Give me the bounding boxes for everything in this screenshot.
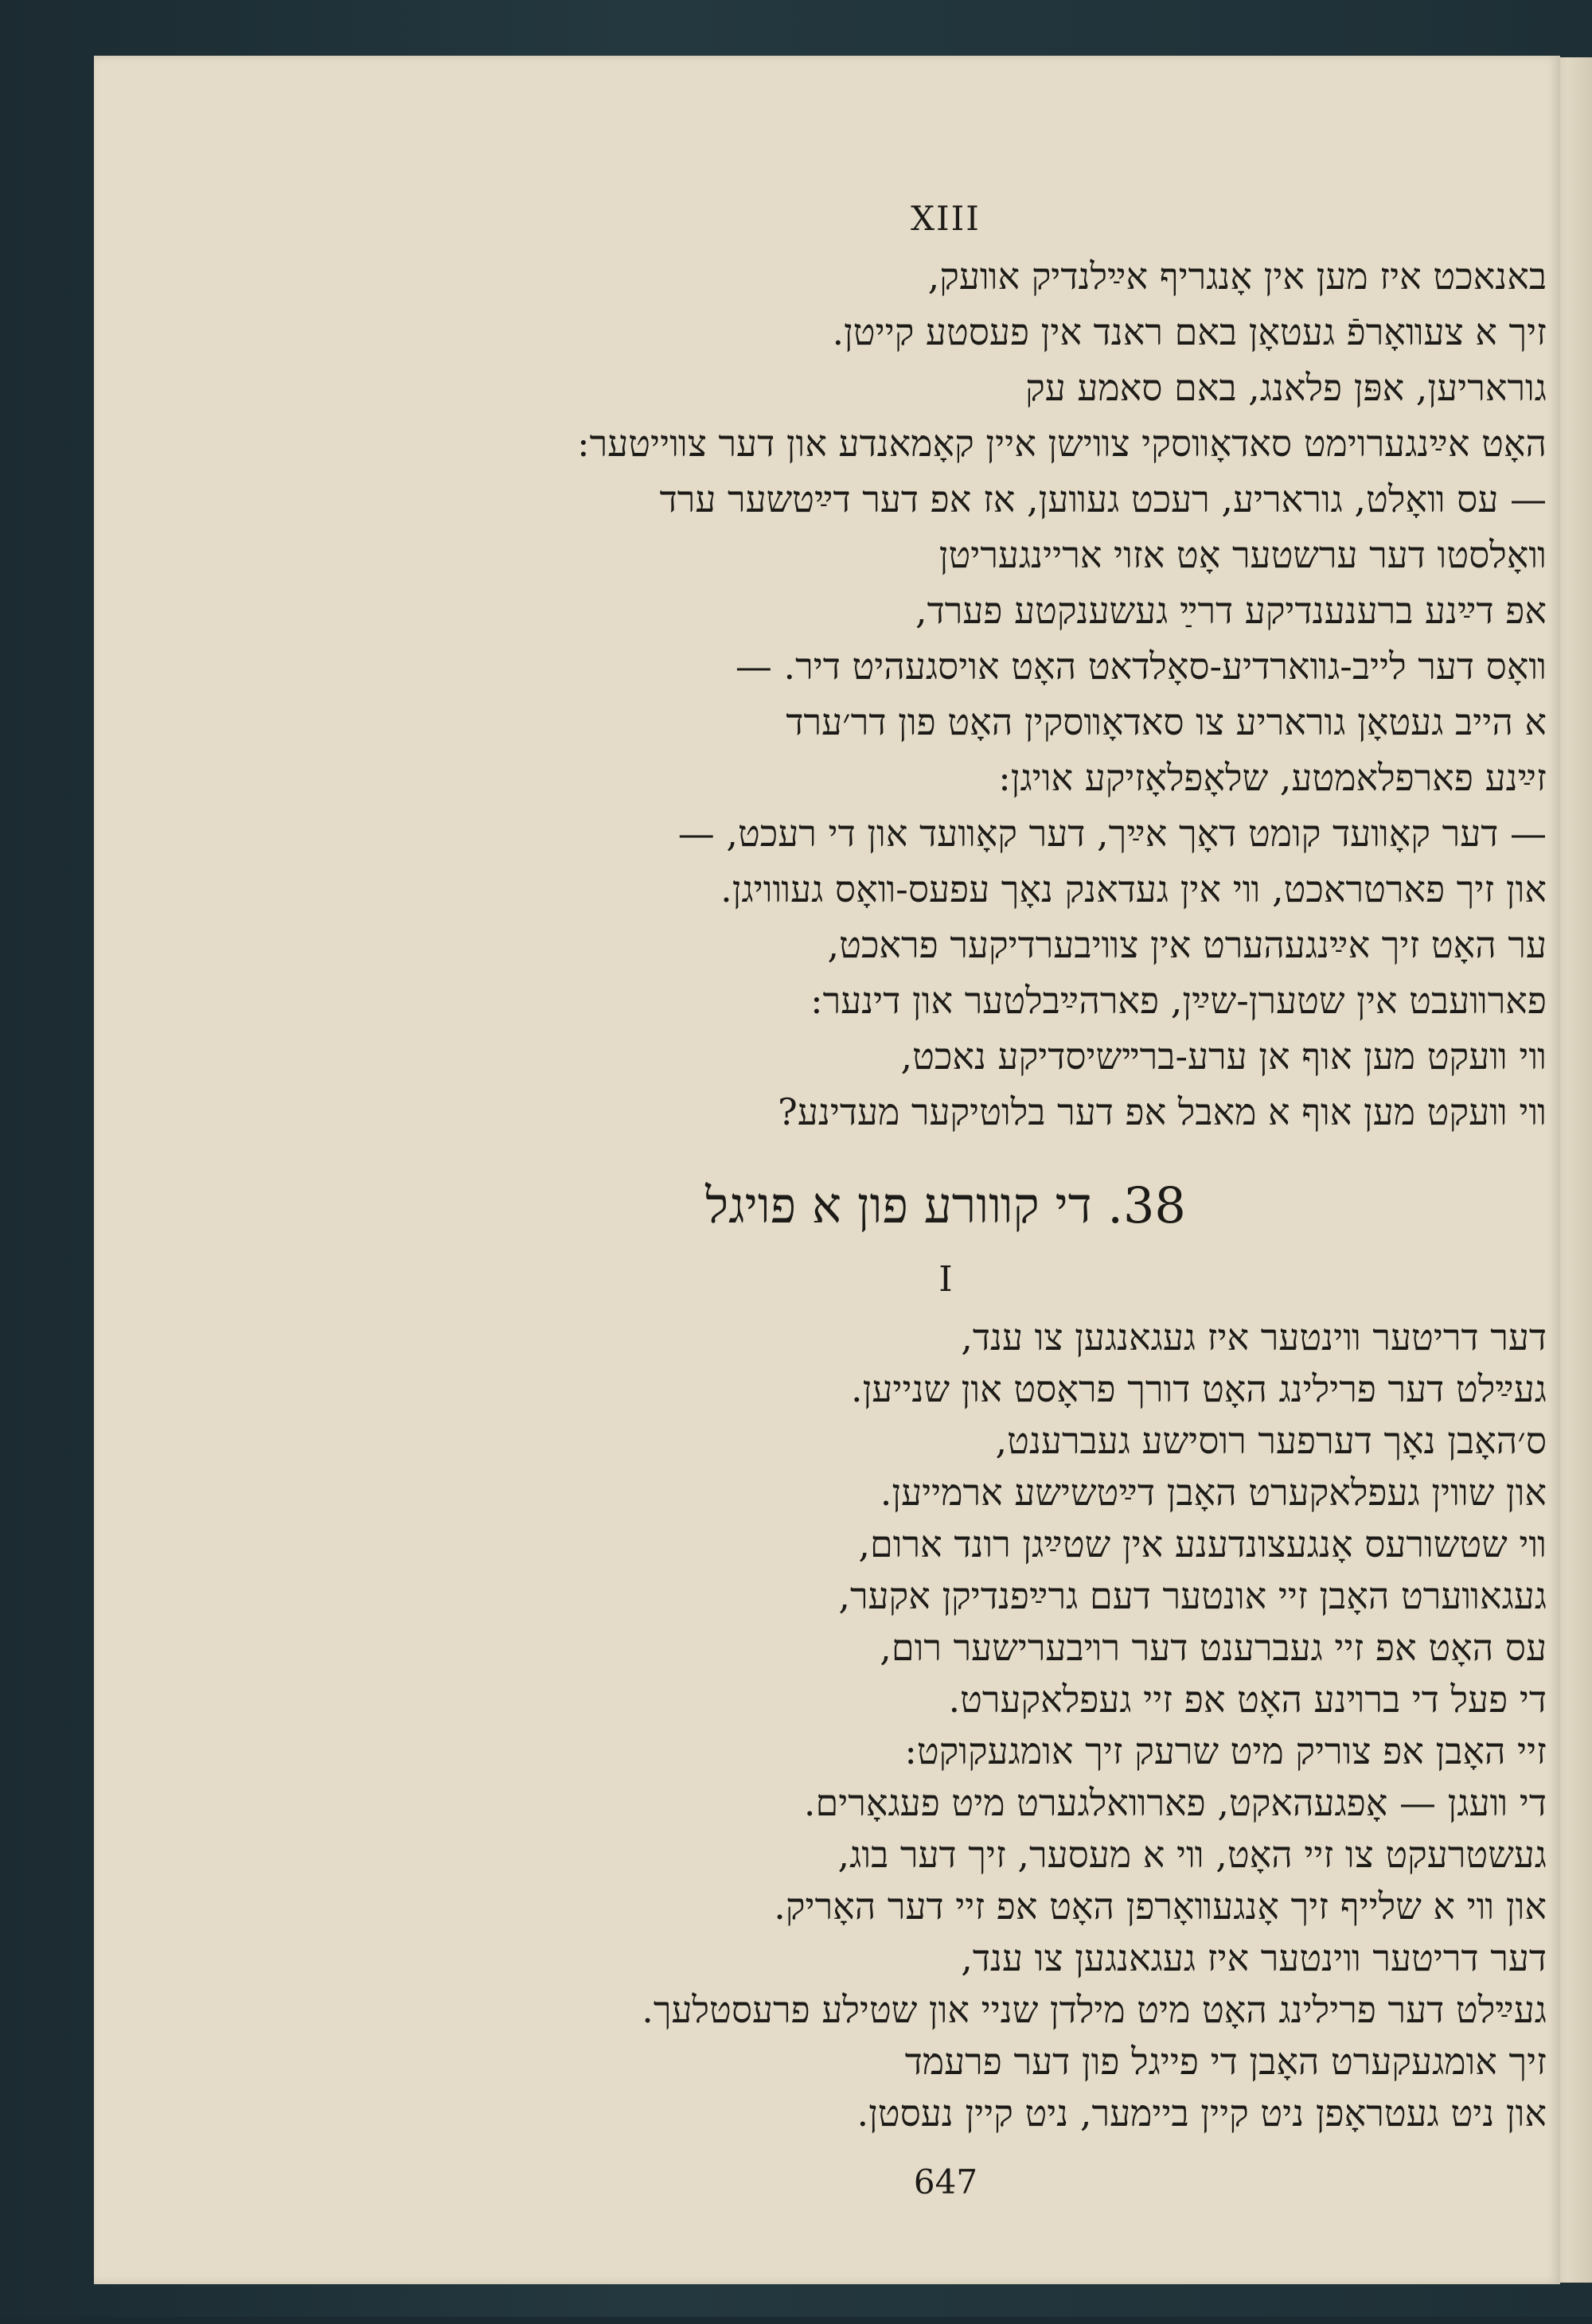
poem-line: געגאװערט האָבן זיי אונטער דעם גרײַפנדיקן אקער,	[838, 1574, 1547, 1617]
poem-line: װאָס דער לייב-גװארדיע-סאָלדאט האָט אויסגעהיט דיר. —	[735, 645, 1547, 688]
poem-line: געײַלט דער פרילינג האָט דורך פראָסט און שנייען.	[851, 1367, 1547, 1410]
poem-line: באנאכט איז מען אין אָנגריף אײַלנדיק אװעק,	[927, 255, 1547, 298]
poem-line: זיי האָבן אפ צוריק מיט שרעק זיך אומגעקוקט:	[904, 1729, 1547, 1772]
poem-line: דער דריטער װינטער איז געגאנגען צו ענד,	[961, 1936, 1547, 1979]
poem-line: און שװין געפלאקערט האָבן דײַטשישע ארמייען.	[880, 1471, 1547, 1514]
poem-line: גוראריען, אפּן פלאנג, באם סאמע עק	[1025, 366, 1547, 409]
poem-line: און װי א שלייף זיך אָנגעװאָרפן האָט אפ זיי דער האָריק.	[774, 1885, 1547, 1928]
poem-line: װי װעקט מען אוף אן ערע-ברײשיסדיקע נאכט,	[900, 1035, 1547, 1078]
poem-line: געײַלט דער פרילינג האָט מיט מילדן שניי און שטילע פרעסטלעך.	[642, 1988, 1547, 2031]
poem-line: אפ דײַנע ברענענדיקע דרײַ געשענקטע פערד,	[915, 589, 1547, 632]
poem-line: א הייב געטאָן גוראריע צו סאדאָװסקין האָט פון דר׳ערד	[786, 700, 1547, 743]
poem-line: דער דריטער װינטער איז געגאנגען צו ענד,	[961, 1316, 1547, 1359]
section-title: 38. די קװורע פון א פויגל	[705, 1176, 1186, 1234]
poem-line: זיך אומגעקערט האָבן די פייגל פון דער פרעמד	[904, 2040, 1547, 2083]
poem-line: װי שטשורעס אָנגעצונדענע אין שטײַגן רונד ארום,	[858, 1523, 1547, 1566]
poem-line: עס האָט אפ זיי געברענט דער רױבערישער רום,	[880, 1626, 1547, 1669]
poem-line: געשטרעקט צו זיי האָט, װי א מעסער, זיך דער בוג,	[837, 1833, 1547, 1876]
poem-line: און ניט געטראָפן ניט קיין ביימער, ניט קיין נעסטן.	[856, 2092, 1547, 2135]
poem-line: פארװעבט אין שטערן-שײַן, פארהײַבלטער און דינער:	[810, 979, 1547, 1022]
poem-line: ער האָט זיך אײַנגעהערט אין צװיבערדיקער פראכט,	[827, 923, 1547, 966]
header-roman-numeral: XIII	[911, 199, 981, 238]
text-block	[345, 175, 1547, 2324]
poem-line: זיך א צעװאָרפֿ געטאָן באם ראנד אין פעסטע קייטן.	[832, 310, 1547, 353]
poem-line: זײַנע פארפלאמטע, שלאָפלאָזיקע אויגן:	[998, 756, 1547, 799]
poem-line: די פעל די ברױנע האָט אפ זיי געפלאקערט.	[948, 1678, 1547, 1721]
page-number: 647	[913, 2162, 978, 2201]
poem-line: ס׳האָבן נאָך דערפער רוסישע געברענט,	[995, 1419, 1547, 1462]
poem-line: — דער קאָװעד קומט דאָך אײַך, דער קאָװעד און די רעכט, —	[677, 812, 1547, 855]
poem-line: װי װעקט מען אוף א מאבל אפ דער בלוטיקער מעדינע?	[778, 1090, 1547, 1133]
poem-line: און זיך פארטראכט, װי אין געדאנק נאָך עפעס-װאָס געװויגן.	[720, 868, 1547, 910]
poem-line: האָט אײַנגערוימט סאדאָװסקי צװישן איין קאָמאנדע און דער צװייטער:	[577, 422, 1547, 465]
book-page	[94, 56, 1560, 2284]
poem-line: די װעגן — אָפגעהאקט, פארװאלגערט מיט פעגאָרים.	[803, 1781, 1547, 1824]
part-numeral: I	[938, 1259, 953, 1300]
poem-line: װאָלסטו דער ערשטער אָט אזוי אריינגעריטן	[938, 533, 1547, 576]
poem-line: — עס װאָלט, גוראריע, רעכט געװען, אז אפ דער דײַטשער ערד	[659, 478, 1547, 521]
